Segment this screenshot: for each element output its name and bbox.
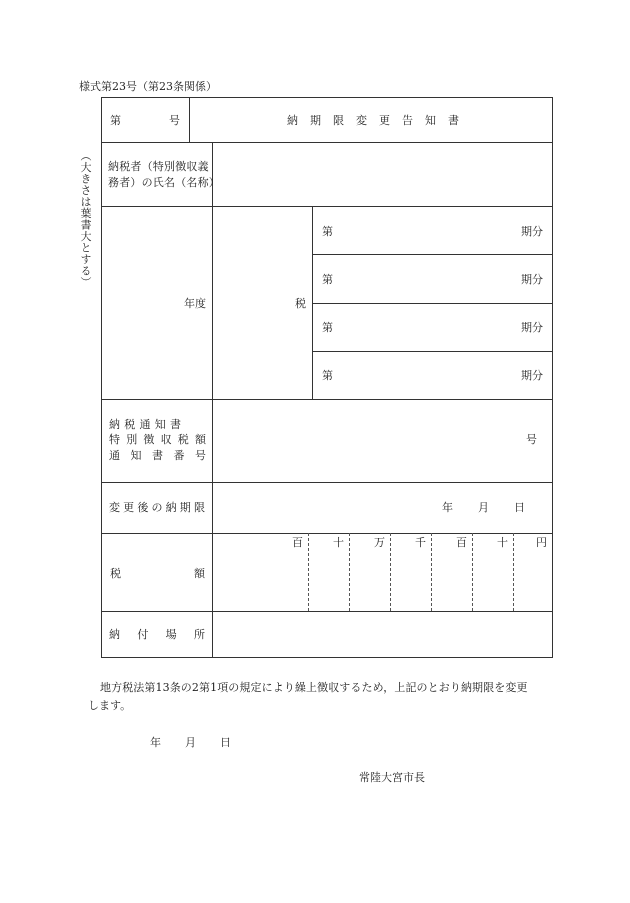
tax-amount-label: 税 額 [110, 567, 205, 580]
number-label: 第 号 [110, 114, 180, 127]
payment-place-label: 納 付 場 所 [109, 628, 205, 641]
amount-unit: 百 [292, 536, 303, 549]
taxpayer-label-line2: 務者）の氏名（名称） [108, 176, 220, 189]
amount-digit-divider [431, 533, 432, 611]
period-prefix: 第 [322, 225, 333, 238]
notice-label-line1: 納 税 通 知 書 [109, 418, 181, 431]
period-divider [312, 351, 553, 352]
issue-month-unit: 月 [185, 736, 196, 749]
row-divider [101, 482, 553, 483]
notice-label-line2: 特 別 徴 収 税 額 [109, 433, 206, 446]
amount-digit-divider [513, 533, 514, 611]
issuer-name: 常陸大宮市長 [359, 771, 425, 784]
period-divider [312, 254, 553, 255]
period-suffix: 期分 [521, 225, 543, 238]
row-divider [101, 206, 553, 207]
amount-digit-divider [390, 533, 391, 611]
amount-unit: 千 [415, 536, 426, 549]
deadline-day-unit: 日 [514, 501, 525, 514]
amount-unit: 十 [333, 536, 344, 549]
notice-label-line3: 通 知 書 番 号 [109, 449, 206, 462]
issue-year-unit: 年 [150, 736, 161, 749]
col-divider [212, 142, 213, 658]
statement-line2: します。 [88, 699, 132, 712]
amount-unit: 十 [497, 536, 508, 549]
notice-number-suffix: 号 [526, 433, 537, 446]
tax-type-label: 税 [295, 297, 306, 310]
col-divider [189, 97, 190, 142]
fiscal-year-label: 年度 [184, 297, 206, 310]
row-divider [101, 611, 553, 612]
row-divider [101, 533, 553, 534]
amount-unit: 円 [536, 536, 547, 549]
row-divider [101, 142, 553, 143]
period-divider [312, 303, 553, 304]
issue-day-unit: 日 [220, 736, 231, 749]
period-suffix: 期分 [521, 321, 543, 334]
col-divider [312, 206, 313, 399]
statement-line1: 地方税法第13条の2第1項の規定により繰上徴収するため，上記のとおり納期限を変更 [100, 681, 528, 694]
amount-digit-divider [308, 533, 309, 611]
amount-digit-divider [472, 533, 473, 611]
new-deadline-label: 変 更 後 の 納 期 限 [109, 501, 205, 514]
period-prefix: 第 [322, 321, 333, 334]
period-prefix: 第 [322, 273, 333, 286]
taxpayer-label-line1: 納税者（特別徴収義 [108, 160, 209, 173]
document-title: 納 期 限 変 更 告 知 書 [287, 114, 459, 127]
deadline-month-unit: 月 [478, 501, 489, 514]
deadline-year-unit: 年 [442, 501, 453, 514]
row-divider [101, 399, 553, 400]
period-suffix: 期分 [521, 369, 543, 382]
amount-unit: 万 [374, 536, 385, 549]
amount-unit: 百 [456, 536, 467, 549]
size-note: （大きさは葉書大とする） [79, 150, 92, 288]
amount-digit-divider [349, 533, 350, 611]
period-suffix: 期分 [521, 273, 543, 286]
period-prefix: 第 [322, 369, 333, 382]
form-reference: 様式第23号（第23条関係） [79, 80, 217, 93]
